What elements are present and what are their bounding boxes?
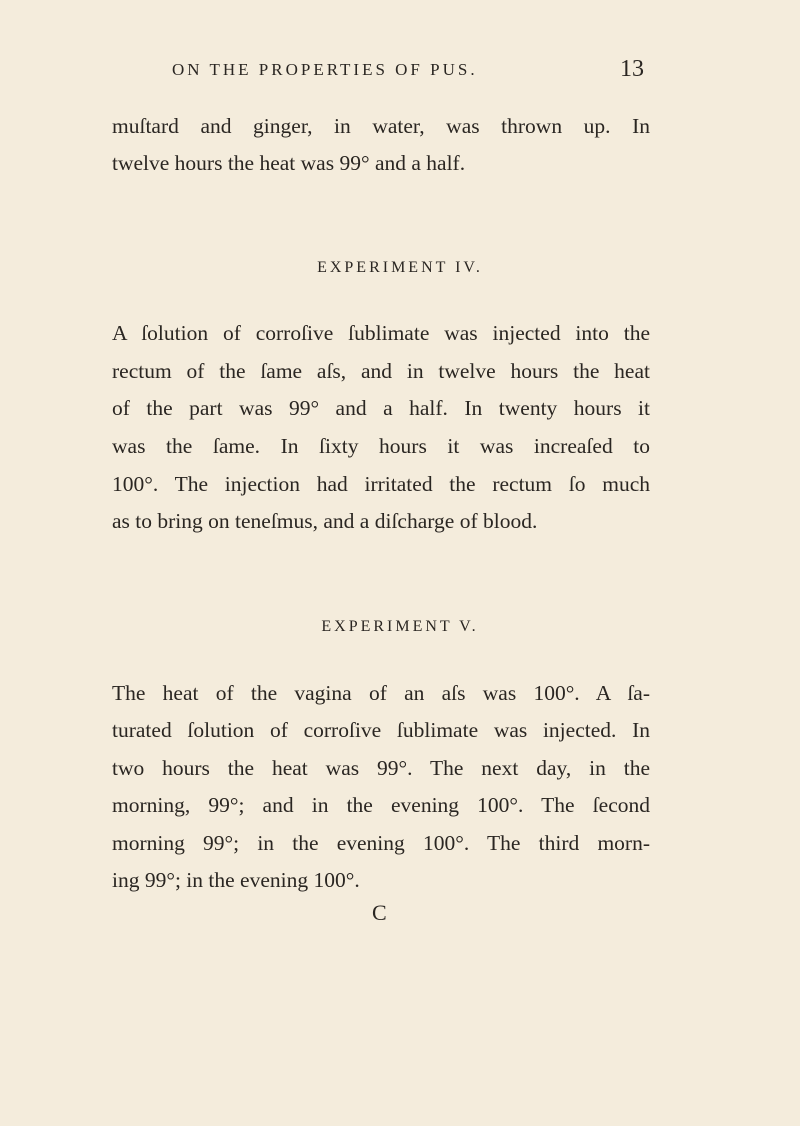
text-line: was the ſame. In ſixty hours it was increaſed to [112,434,650,458]
text-line: 100°. The injection had irritated the rectum ſo much [112,472,650,496]
text-line: twelve hours the heat was 99° and a half. [112,151,466,175]
text-line: The heat of the vagina of an aſs was 100°. A ſa- [112,681,650,705]
text-line: A ſolution of corroſive ſublimate was injected into the [112,321,650,345]
text-line: morning, 99°; and in the evening 100°. The ſecond [112,793,650,817]
text-line: muſtard and ginger, in water, was thrown up. In [112,114,650,138]
page-number: 13 [620,56,644,82]
section-heading: EXPERIMENT IV. [317,259,483,276]
signature-mark: C [372,900,387,925]
text-line: as to bring on teneſmus, and a diſcharge of blood. [112,509,538,533]
text-line: morning 99°; in the evening 100°. The third morn- [112,831,650,855]
text-line: of the part was 99° and a half. In twenty hours it [112,396,650,420]
text-line: turated ſolution of corroſive ſublimate was injected. In [112,718,650,742]
text-line: rectum of the ſame aſs, and in twelve hours the heat [112,359,650,383]
section-heading: EXPERIMENT V. [321,618,479,635]
text-line: two hours the heat was 99°. The next day, in the [112,756,650,780]
text-line: ing 99°; in the evening 100°. [112,868,360,892]
running-head: ON THE PROPERTIES OF PUS. [172,60,478,79]
